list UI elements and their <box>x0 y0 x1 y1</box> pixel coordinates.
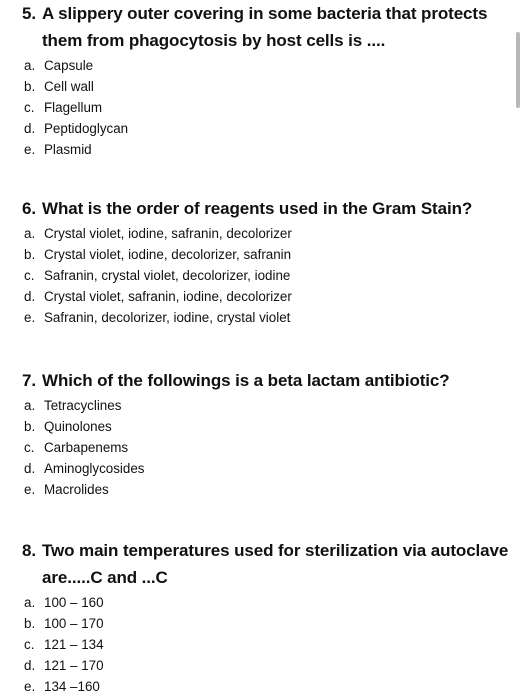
option-letter: c. <box>24 100 35 115</box>
option-list <box>0 223 510 328</box>
option-letter: b. <box>24 79 36 94</box>
option-letter: c. <box>24 637 35 652</box>
option-text: Plasmid <box>44 142 92 157</box>
option-letter: d. <box>24 121 36 136</box>
option-item[interactable] <box>0 118 510 139</box>
option-text: Peptidoglycan <box>44 121 129 136</box>
option-list <box>0 592 510 697</box>
option-item[interactable] <box>0 416 510 437</box>
option-text: 121 – 134 <box>44 637 104 652</box>
option-item[interactable] <box>0 223 510 244</box>
option-text: Crystal violet, iodine, safranin, decolorizer <box>44 226 292 241</box>
question-text: What is the order of reagents used in the Gram Stain? <box>42 199 473 218</box>
option-text: Cell wall <box>44 79 94 94</box>
option-letter: a. <box>24 58 36 73</box>
question-title <box>22 195 510 222</box>
question-title <box>22 367 510 394</box>
option-list <box>0 395 510 500</box>
option-item[interactable] <box>0 139 510 160</box>
option-text: 100 – 170 <box>44 616 104 631</box>
option-item[interactable] <box>0 97 510 118</box>
option-letter: a. <box>24 595 36 610</box>
option-letter: e. <box>24 679 36 694</box>
option-text: Tetracyclines <box>44 398 122 413</box>
option-text: Flagellum <box>44 100 103 115</box>
option-letter: d. <box>24 658 36 673</box>
option-text: 134 –160 <box>44 679 100 694</box>
option-text: Crystal violet, safranin, iodine, decolorizer <box>44 289 292 304</box>
option-item[interactable] <box>0 479 510 500</box>
option-text: 100 – 160 <box>44 595 104 610</box>
option-item[interactable] <box>0 55 510 76</box>
option-letter: e. <box>24 310 36 325</box>
question-8 <box>0 537 510 697</box>
question-number: 8. <box>22 541 36 560</box>
option-letter: d. <box>24 461 36 476</box>
option-item[interactable] <box>0 395 510 416</box>
option-letter: b. <box>24 616 36 631</box>
option-text: Safranin, crystal violet, decolorizer, iodine <box>44 268 291 283</box>
question-text: A slippery outer covering in some bacteria that protects them from phagocytosis by host cells is .... <box>42 4 488 50</box>
question-title <box>22 0 510 54</box>
question-title <box>22 537 510 591</box>
option-item[interactable] <box>0 437 510 458</box>
question-number: 7. <box>22 371 36 390</box>
option-item[interactable] <box>0 307 510 328</box>
question-text: Which of the followings is a beta lactam antibiotic? <box>42 371 450 390</box>
option-letter: a. <box>24 398 36 413</box>
option-text: Crystal violet, iodine, decolorizer, safranin <box>44 247 292 262</box>
option-letter: b. <box>24 247 36 262</box>
option-item[interactable] <box>0 244 510 265</box>
option-item[interactable] <box>0 76 510 97</box>
vertical-scrollbar[interactable] <box>516 32 520 108</box>
option-letter: e. <box>24 482 36 497</box>
option-letter: a. <box>24 226 36 241</box>
option-letter: c. <box>24 440 35 455</box>
option-text: Quinolones <box>44 419 112 434</box>
option-letter: d. <box>24 289 36 304</box>
question-number: 5. <box>22 4 36 23</box>
question-5 <box>0 0 510 160</box>
question-6 <box>0 195 510 328</box>
option-text: Safranin, decolorizer, iodine, crystal violet <box>44 310 291 325</box>
option-letter: e. <box>24 142 36 157</box>
question-7 <box>0 367 510 500</box>
option-item[interactable] <box>0 634 510 655</box>
option-item[interactable] <box>0 655 510 676</box>
option-item[interactable] <box>0 265 510 286</box>
option-item[interactable] <box>0 592 510 613</box>
option-item[interactable] <box>0 613 510 634</box>
option-letter: c. <box>24 268 35 283</box>
option-text: 121 – 170 <box>44 658 104 673</box>
option-item[interactable] <box>0 286 510 307</box>
option-text: Carbapenems <box>44 440 129 455</box>
option-text: Capsule <box>44 58 94 73</box>
option-letter: b. <box>24 419 36 434</box>
question-number: 6. <box>22 199 36 218</box>
option-item[interactable] <box>0 676 510 697</box>
option-text: Aminoglycosides <box>44 461 145 476</box>
option-text: Macrolides <box>44 482 109 497</box>
question-text: Two main temperatures used for sterilization via autoclave are.....C and ...C <box>42 541 509 587</box>
option-item[interactable] <box>0 458 510 479</box>
option-list <box>0 55 510 160</box>
